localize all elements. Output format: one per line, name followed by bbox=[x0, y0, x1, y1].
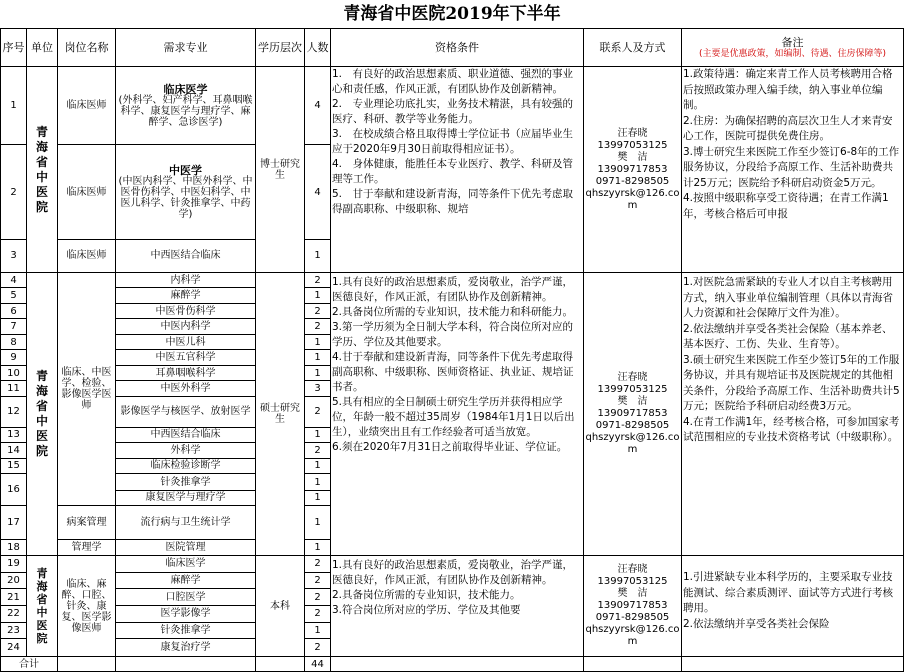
total-empty bbox=[682, 657, 904, 672]
count-cell: 1 bbox=[305, 365, 331, 380]
page-title: 青海省中医院2019年下半年 bbox=[343, 4, 561, 24]
total-empty bbox=[584, 657, 682, 672]
count-cell: 1 bbox=[305, 506, 331, 540]
major-cell: 临床检验诊断学 bbox=[116, 458, 256, 473]
seq-cell: 14 bbox=[1, 443, 27, 458]
contact-cell bbox=[584, 556, 682, 657]
count-cell bbox=[305, 474, 331, 506]
major-detail: (外科学、妇产科学、耳鼻咽喉科学、康复医学与理疗学、麻醉学、急诊医学) bbox=[118, 94, 253, 128]
major-cell: 临床医学 bbox=[116, 556, 256, 573]
total-empty bbox=[116, 657, 256, 672]
recruitment-table bbox=[0, 28, 904, 672]
seq-cell: 1 bbox=[1, 67, 27, 145]
header-unit: 单位 bbox=[27, 29, 58, 67]
count-cell: 1 bbox=[305, 458, 331, 473]
count-cell: 1 bbox=[305, 334, 331, 349]
seq-cell: 24 bbox=[1, 639, 27, 657]
major-cell: 麻醉学 bbox=[116, 288, 256, 303]
header-seq: 序号 bbox=[1, 29, 27, 67]
total-count: 44 bbox=[305, 657, 331, 672]
count-cell: 2 bbox=[305, 443, 331, 458]
contact-phone-1: 13997053125 bbox=[597, 139, 668, 151]
contact-name-1: 汪春晓 bbox=[617, 564, 648, 575]
seq-cell: 9 bbox=[1, 350, 27, 365]
total-empty bbox=[331, 657, 584, 672]
count-cell: 2 bbox=[305, 396, 331, 427]
count-cell: 4 bbox=[305, 145, 331, 239]
seq-cell: 23 bbox=[1, 622, 27, 639]
count-cell: 1 bbox=[305, 540, 331, 556]
major-cell bbox=[116, 67, 256, 145]
qual-cell: 1.具有良好的政治思想素质，爱岗敬业，治学严谨，医德良好，作风正派，有团队协作及创新精神。 2.具备岗位所需的专业知识，技术能力。 3.符合岗位所对应的学历、学位及其他要 bbox=[331, 556, 584, 657]
major-cell: 影像医学与核医学、放射医学 bbox=[116, 396, 256, 427]
count-cell: 3 bbox=[305, 381, 331, 396]
table-row bbox=[1, 556, 904, 573]
major-cell: 麻醉学 bbox=[116, 572, 256, 589]
major-cell bbox=[116, 474, 256, 506]
count-cell: 4 bbox=[305, 67, 331, 145]
major-line: 针灸推拿学 bbox=[116, 476, 255, 491]
seq-cell: 6 bbox=[1, 303, 27, 318]
post-cell: 病案管理 bbox=[58, 506, 116, 540]
unit-name: 青海省中医院 bbox=[36, 567, 48, 645]
contact-phone-2: 13909717853 bbox=[597, 163, 668, 175]
major-cell: 中医五官科学 bbox=[116, 350, 256, 365]
count-cell: 2 bbox=[305, 303, 331, 318]
contact-email: qhszyyrsk@126.com bbox=[585, 187, 680, 211]
count-cell: 1 bbox=[305, 239, 331, 272]
table-row bbox=[1, 273, 904, 288]
qual-cell: 1. 有良好的政治思想素质、职业道德、强烈的事业心和责任感，作风正派，有团队协作及创新精神。 2. 专业理论功底扎实，业务技术精湛，具有较强的医疗、科研、教学等业务能力。 3. 在校成绩合格且取得博士学位证书（应届毕业生应于2020年9月30日前取得相应证书）。 4. 身体健康，能胜任本专业医疗、教学、科研及管理等工作。 5. 甘于奉献和建设新青海，同等条件下优先考虑取得副高职称、中级职称、规培 bbox=[331, 67, 584, 273]
seq-cell: 7 bbox=[1, 319, 27, 334]
note-cell: 1.对医院急需紧缺的专业人才以自主考核聘用方式，纳入事业单位编制管理（具体以青海省人力资源和社会保障厅文件为准）。 2.依法缴纳并享受各类社会保险（基本养老、基本医疗、工伤、失业、生育等）。 3.硕士研究生来医院工作至少签订5年的工作服务协议，并具有规培证书及医院规定的其他相关条件，分段给予高原工作、生活补助费共计5万元；医院给予科研启动经费3万元。 4.在青工作满1年，经考核合格，可参加国家考试范围相应的专业技术资格考试（中级职称）。 bbox=[682, 273, 904, 556]
seq-cell: 11 bbox=[1, 381, 27, 396]
qual-cell: 1.具有良好的政治思想素质，爱岗敬业，治学严谨，医德良好，作风正派，有团队协作及创新精神。 2.具备岗位所需的专业知识，技术能力和科研能力。 3.第一学历须为全日制大学本科，符合岗位所对应的学历、学位及其他要求。 4.甘于奉献和建设新青海，同等条件下优先考虑取得副高职称、中级职称、医师资格证、执业证、规培证书者。 5.具有相应的全日制硕士研究生学历并获得相应学位，年龄一般不超过35周岁（1984年1月1日以后出生），业绩突出且有工作经验者可适当放宽。 6.须在2020年7月31日之前取得毕业证、学位证。 bbox=[331, 273, 584, 556]
major-cell: 医学影像学 bbox=[116, 605, 256, 622]
contact-cell bbox=[584, 273, 682, 556]
major-line: 康复医学与理疗学 bbox=[145, 491, 226, 503]
post-cell: 临床医师 bbox=[58, 239, 116, 272]
count-cell: 2 bbox=[305, 605, 331, 622]
seq-cell: 22 bbox=[1, 605, 27, 622]
total-empty bbox=[256, 657, 305, 672]
major-cell: 中医儿科 bbox=[116, 334, 256, 349]
major-detail: (中医内科学、中医外科学、中医骨伤科学、中医妇科学、中医儿科学、针灸推拿学、中药学) bbox=[118, 175, 253, 220]
contact-name-2: 樊 洁 bbox=[617, 588, 648, 599]
major-title: 临床医学 bbox=[163, 82, 208, 96]
post-cell: 临床、中医学、检验、影像医学医师 bbox=[58, 273, 116, 506]
major-cell: 中西医结合临床 bbox=[116, 427, 256, 442]
contact-tel: 0971-8298505 bbox=[595, 420, 670, 431]
contact-name-2: 樊 洁 bbox=[617, 396, 648, 407]
major-title: 中医学 bbox=[169, 163, 202, 177]
post-cell: 临床医师 bbox=[58, 145, 116, 239]
seq-cell: 12 bbox=[1, 396, 27, 427]
major-cell: 康复治疗学 bbox=[116, 639, 256, 657]
header-edu: 学历层次 bbox=[256, 29, 305, 67]
count-cell: 2 bbox=[305, 556, 331, 573]
count-cell: 2 bbox=[305, 572, 331, 589]
unit-cell bbox=[27, 556, 58, 657]
header-note-title: 备注 bbox=[781, 36, 804, 49]
post-cell: 管理学 bbox=[58, 540, 116, 556]
seq-cell: 16 bbox=[1, 474, 27, 506]
header-contact: 联系人及方式 bbox=[584, 29, 682, 67]
major-cell: 内科学 bbox=[116, 273, 256, 288]
count-cell: 1 bbox=[305, 427, 331, 442]
major-cell: 针灸推拿学 bbox=[116, 622, 256, 639]
unit-cell bbox=[27, 67, 58, 273]
header-row bbox=[1, 29, 904, 67]
total-empty bbox=[58, 657, 116, 672]
total-label: 合计 bbox=[1, 657, 58, 672]
seq-cell: 5 bbox=[1, 288, 27, 303]
table-row bbox=[1, 67, 904, 145]
seq-cell: 3 bbox=[1, 239, 27, 272]
contact-tel: 0971-8298505 bbox=[595, 175, 670, 187]
count-cell: 2 bbox=[305, 639, 331, 657]
header-count: 人数 bbox=[305, 29, 331, 67]
total-row bbox=[1, 657, 904, 672]
contact-email: qhszyyrsk@126.com bbox=[585, 624, 680, 647]
count-cell: 1 bbox=[305, 350, 331, 365]
major-cell: 中医内科学 bbox=[116, 319, 256, 334]
header-qual: 资格条件 bbox=[331, 29, 584, 67]
count-cell: 2 bbox=[305, 319, 331, 334]
major-cell: 外科学 bbox=[116, 443, 256, 458]
count-cell: 1 bbox=[305, 622, 331, 639]
post-cell: 临床医师 bbox=[58, 67, 116, 145]
seq-cell: 15 bbox=[1, 458, 27, 473]
contact-name-1: 汪春晓 bbox=[617, 127, 648, 139]
major-cell: 中医骨伤科学 bbox=[116, 303, 256, 318]
contact-tel: 0971-8298505 bbox=[595, 612, 670, 623]
edu-cell: 本科 bbox=[256, 556, 305, 657]
contact-cell bbox=[584, 67, 682, 273]
contact-phone-2: 13909717853 bbox=[597, 408, 668, 419]
seq-cell: 17 bbox=[1, 506, 27, 540]
seq-cell: 21 bbox=[1, 589, 27, 606]
count-cell: 1 bbox=[305, 288, 331, 303]
major-cell: 口腔医学 bbox=[116, 589, 256, 606]
note-cell: 1.引进紧缺专业本科学历的，主要采取专业技能测试、综合素质测评、面试等方式进行考核聘用。 2.依法缴纳并享受各类社会保险 bbox=[682, 556, 904, 657]
header-post: 岗位名称 bbox=[58, 29, 116, 67]
edu-cell: 博士研究生 bbox=[256, 67, 305, 273]
edu-cell: 硕士研究生 bbox=[256, 273, 305, 556]
seq-cell: 4 bbox=[1, 273, 27, 288]
contact-phone-1: 13997053125 bbox=[597, 576, 668, 587]
header-major: 需求专业 bbox=[116, 29, 256, 67]
major-cell: 医院管理 bbox=[116, 540, 256, 556]
count-line: 1 bbox=[305, 476, 330, 491]
contact-name-1: 汪春晓 bbox=[617, 372, 648, 383]
note-cell: 1.政策待遇：确定来青工作人员考核聘用合格后按照政策办理入编手续，纳入事业单位编制。 2.住房：为确保招聘的高层次卫生人才来青安心工作，医院可提供免费住房。 3.博士研究生来医院工作至少签订6-8年的工作服务协议，分段给予高原工作、生活补助费共计25万元；医院给予科研启动资金5万元。 4.按照中级职称享受工资待遇；在青工作满1年，考核合格后可申报 bbox=[682, 67, 904, 273]
unit-cell bbox=[27, 273, 58, 556]
contact-email: qhszyyrsk@126.com bbox=[585, 432, 680, 455]
seq-cell: 2 bbox=[1, 145, 27, 239]
count-line: 1 bbox=[314, 491, 321, 503]
unit-name: 青海省中医院 bbox=[35, 124, 48, 214]
seq-cell: 8 bbox=[1, 334, 27, 349]
seq-cell: 10 bbox=[1, 365, 27, 380]
contact-phone-1: 13997053125 bbox=[597, 384, 668, 395]
major-cell: 流行病与卫生统计学 bbox=[116, 506, 256, 540]
major-cell: 中医外科学 bbox=[116, 381, 256, 396]
major-cell bbox=[116, 145, 256, 239]
count-cell: 2 bbox=[305, 273, 331, 288]
header-note-sub: (主要是优惠政策，如编制、待遇、住房保障等) bbox=[698, 49, 887, 59]
contact-name-2: 樊 洁 bbox=[617, 151, 648, 163]
major-cell: 耳鼻咽喉科学 bbox=[116, 365, 256, 380]
seq-cell: 13 bbox=[1, 427, 27, 442]
count-cell: 2 bbox=[305, 589, 331, 606]
seq-cell: 19 bbox=[1, 556, 27, 573]
major-cell: 中西医结合临床 bbox=[116, 239, 256, 272]
seq-cell: 20 bbox=[1, 572, 27, 589]
seq-cell: 18 bbox=[1, 540, 27, 556]
contact-phone-2: 13909717853 bbox=[597, 600, 668, 611]
header-note bbox=[682, 29, 904, 67]
unit-name: 青海省中医院 bbox=[35, 369, 48, 458]
post-cell: 临床、麻醉、口腔、针灸、康复、医学影像医师 bbox=[58, 556, 116, 657]
